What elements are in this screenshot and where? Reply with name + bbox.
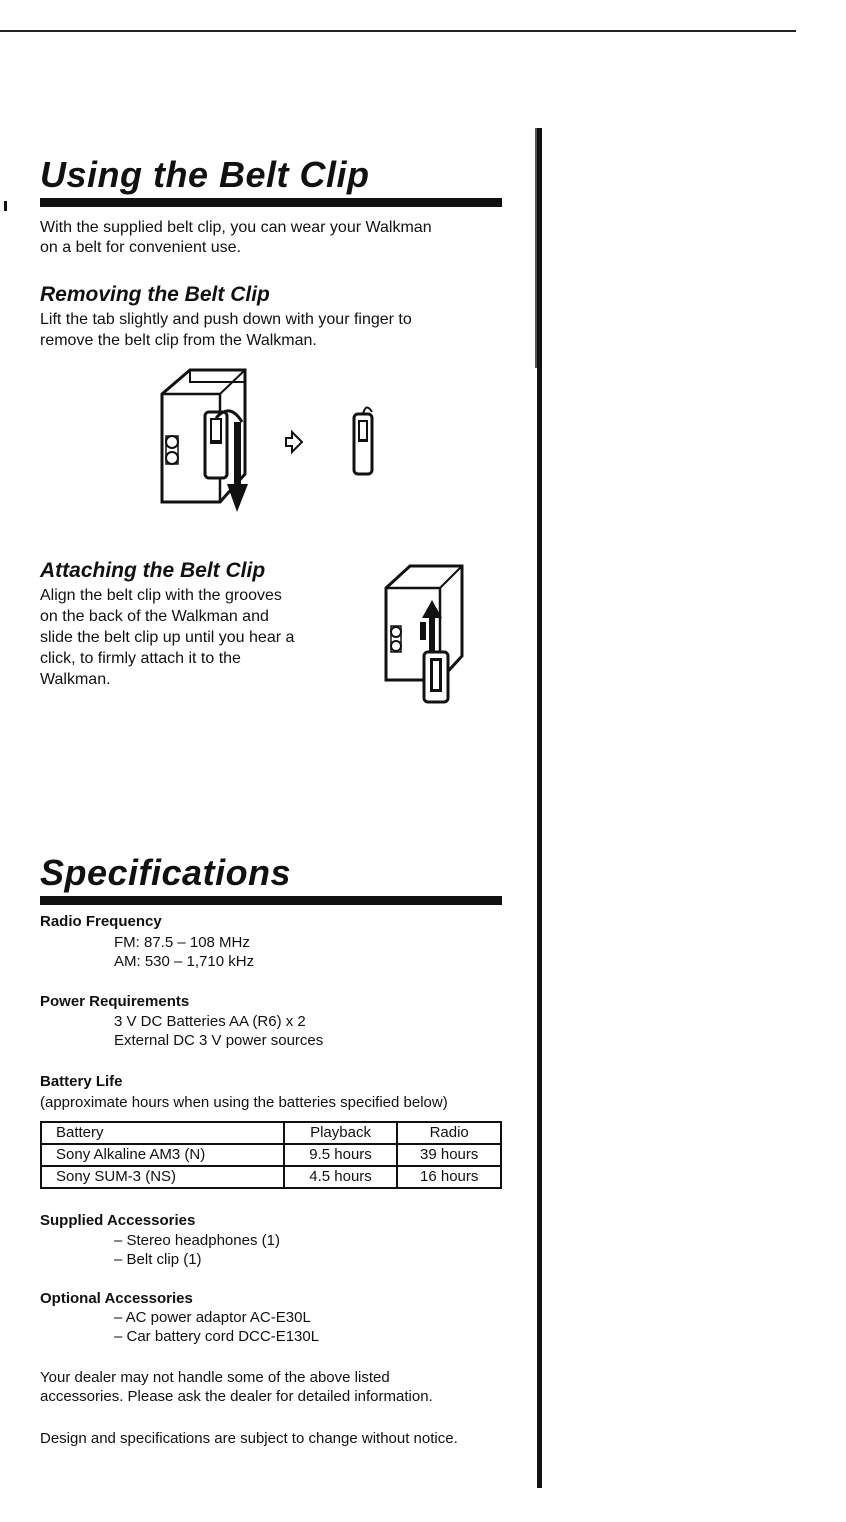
table-cell: Sony Alkaline AM3 (N) (41, 1144, 284, 1166)
spec-heading-radio-frequency: Radio Frequency (40, 913, 162, 930)
table-header-cell: Battery (41, 1122, 284, 1144)
removing-illustration (150, 362, 410, 512)
spec-am-range: AM: 530 – 1,710 kHz (114, 953, 255, 970)
spec-heading-optional: Optional Accessories (40, 1290, 193, 1307)
dealer-note-line-2: accessories. Please ask the dealer for detailed information. (40, 1388, 433, 1405)
margin-mark (4, 201, 7, 211)
section-bar-specifications (40, 896, 502, 905)
intro-line-2: on a belt for convenient use. (40, 239, 242, 256)
spec-power-external: External DC 3 V power sources (114, 1032, 324, 1049)
table-row (41, 1166, 501, 1188)
spec-supplied-headphones: – Stereo headphones (1) (114, 1232, 280, 1249)
table-header-cell: Playback (284, 1122, 398, 1144)
spec-power-batteries: 3 V DC Batteries AA (R6) x 2 (114, 1013, 306, 1030)
table-cell: 16 hours (397, 1166, 501, 1188)
spec-heading-battery-life: Battery Life (40, 1073, 123, 1090)
table-header-row (41, 1122, 501, 1144)
attaching-line-2: on the back of the Walkman and (40, 608, 269, 625)
attaching-line-3: slide the belt clip up until you hear a (40, 629, 295, 646)
section-title-specifications: Specifications (40, 852, 292, 893)
subheading-attaching: Attaching the Belt Clip (40, 559, 266, 582)
attaching-line-4: click, to firmly attach it to the (40, 650, 241, 667)
subheading-removing: Removing the Belt Clip (40, 283, 270, 306)
table-row (41, 1144, 501, 1166)
table-cell: Sony SUM-3 (NS) (41, 1166, 284, 1188)
section-title-belt-clip: Using the Belt Clip (40, 154, 370, 195)
table-header-cell: Radio (397, 1122, 501, 1144)
spec-heading-supplied: Supplied Accessories (40, 1212, 196, 1229)
section-bar-belt-clip (40, 198, 502, 207)
spec-optional-car-cord: – Car battery cord DCC-E130L (114, 1328, 320, 1345)
spec-fm-range: FM: 87.5 – 108 MHz (114, 934, 250, 951)
intro-line-1: With the supplied belt clip, you can wear your Walkman (40, 219, 432, 236)
battery-life-table (40, 1121, 502, 1189)
attaching-line-1: Align the belt clip with the grooves (40, 587, 282, 604)
spec-battery-note: (approximate hours when using the batteries specified below) (40, 1094, 448, 1111)
attaching-illustration (380, 560, 480, 710)
spec-heading-power: Power Requirements (40, 993, 190, 1010)
table-cell: 9.5 hours (284, 1144, 398, 1166)
spec-supplied-belt-clip: – Belt clip (1) (114, 1251, 202, 1268)
page-edge-rule (537, 128, 542, 1488)
page-edge-rule-thin (535, 128, 537, 368)
spec-optional-ac-adaptor: – AC power adaptor AC-E30L (114, 1309, 311, 1326)
table-cell: 4.5 hours (284, 1166, 398, 1188)
table-cell: 39 hours (397, 1144, 501, 1166)
top-rule (0, 30, 796, 32)
attaching-line-5: Walkman. (40, 671, 111, 688)
removing-line-1: Lift the tab slightly and push down with your finger to (40, 311, 412, 328)
disclaimer: Design and specifications are subject to change without notice. (40, 1430, 458, 1447)
removing-line-2: remove the belt clip from the Walkman. (40, 332, 317, 349)
dealer-note-line-1: Your dealer may not handle some of the above listed (40, 1369, 390, 1386)
